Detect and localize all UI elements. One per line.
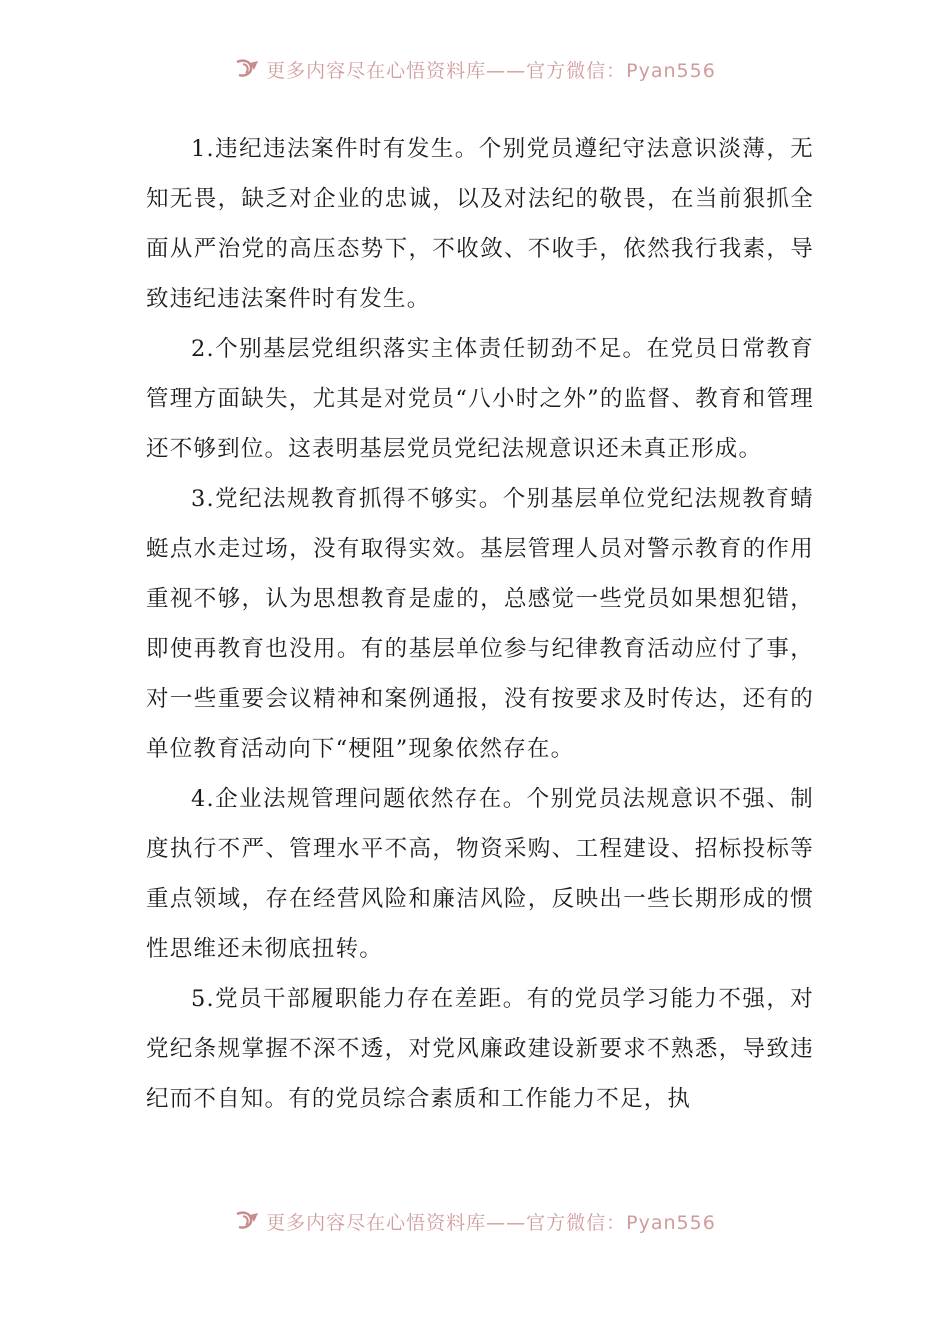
paragraph-1: 1.违纪违法案件时有发生。个别党员遵纪守法意识淡薄，无知无畏，缺乏对企业的忠诚，以及对法纪的敬畏，在当前狠抓全面从严治党的高压态势下，不收敛、不收手，依然我行我素，导致违纪违法案件时有发生。 xyxy=(146,136,814,312)
document-body xyxy=(146,124,814,1124)
paragraph-4: 4.企业法规管理问题依然存在。个别党员法规意识不强、制度执行不严、管理水平不高，物资采购、工程建设、招标投标等重点领域，存在经营风险和廉洁风险，反映出一些长期形成的惯性思维还未彻底扭转。 xyxy=(146,786,814,962)
footer-watermark xyxy=(0,1206,950,1236)
paragraph-2: 2.个别基层党组织落实主体责任韧劲不足。在党员日常教育管理方面缺失，尤其是对党员“八小时之外”的监督、教育和管理还不够到位。这表明基层党员党纪法规意识还未真正形成。 xyxy=(146,336,814,462)
header-watermark xyxy=(0,54,950,84)
paragraph-3: 3.党纪法规教育抓得不够实。个别基层单位党纪法规教育蜻蜓点水走过场，没有取得实效。基层管理人员对警示教育的作用重视不够，认为思想教育是虚的，总感觉一些党员如果想犯错，即使再教育也没用。有的基层单位参与纪律教育活动应付了事，对一些重要会议精神和案例通报，没有按要求及时传达，还有的单位教育活动向下“梗阻”现象依然存在。 xyxy=(146,486,814,762)
watermark-text: 更多内容尽在心悟资料库——官方微信：Pyan556 xyxy=(266,59,716,82)
paragraph-5: 5.党员干部履职能力存在差距。有的党员学习能力不强，对党纪条规掌握不深不透，对党风廉政建设新要求不熟悉，导致违纪而不自知。有的党员综合素质和工作能力不足，执 xyxy=(146,986,814,1112)
logo-icon xyxy=(234,58,260,80)
watermark-text: 更多内容尽在心悟资料库——官方微信：Pyan556 xyxy=(266,1211,716,1234)
logo-icon xyxy=(234,1210,260,1232)
